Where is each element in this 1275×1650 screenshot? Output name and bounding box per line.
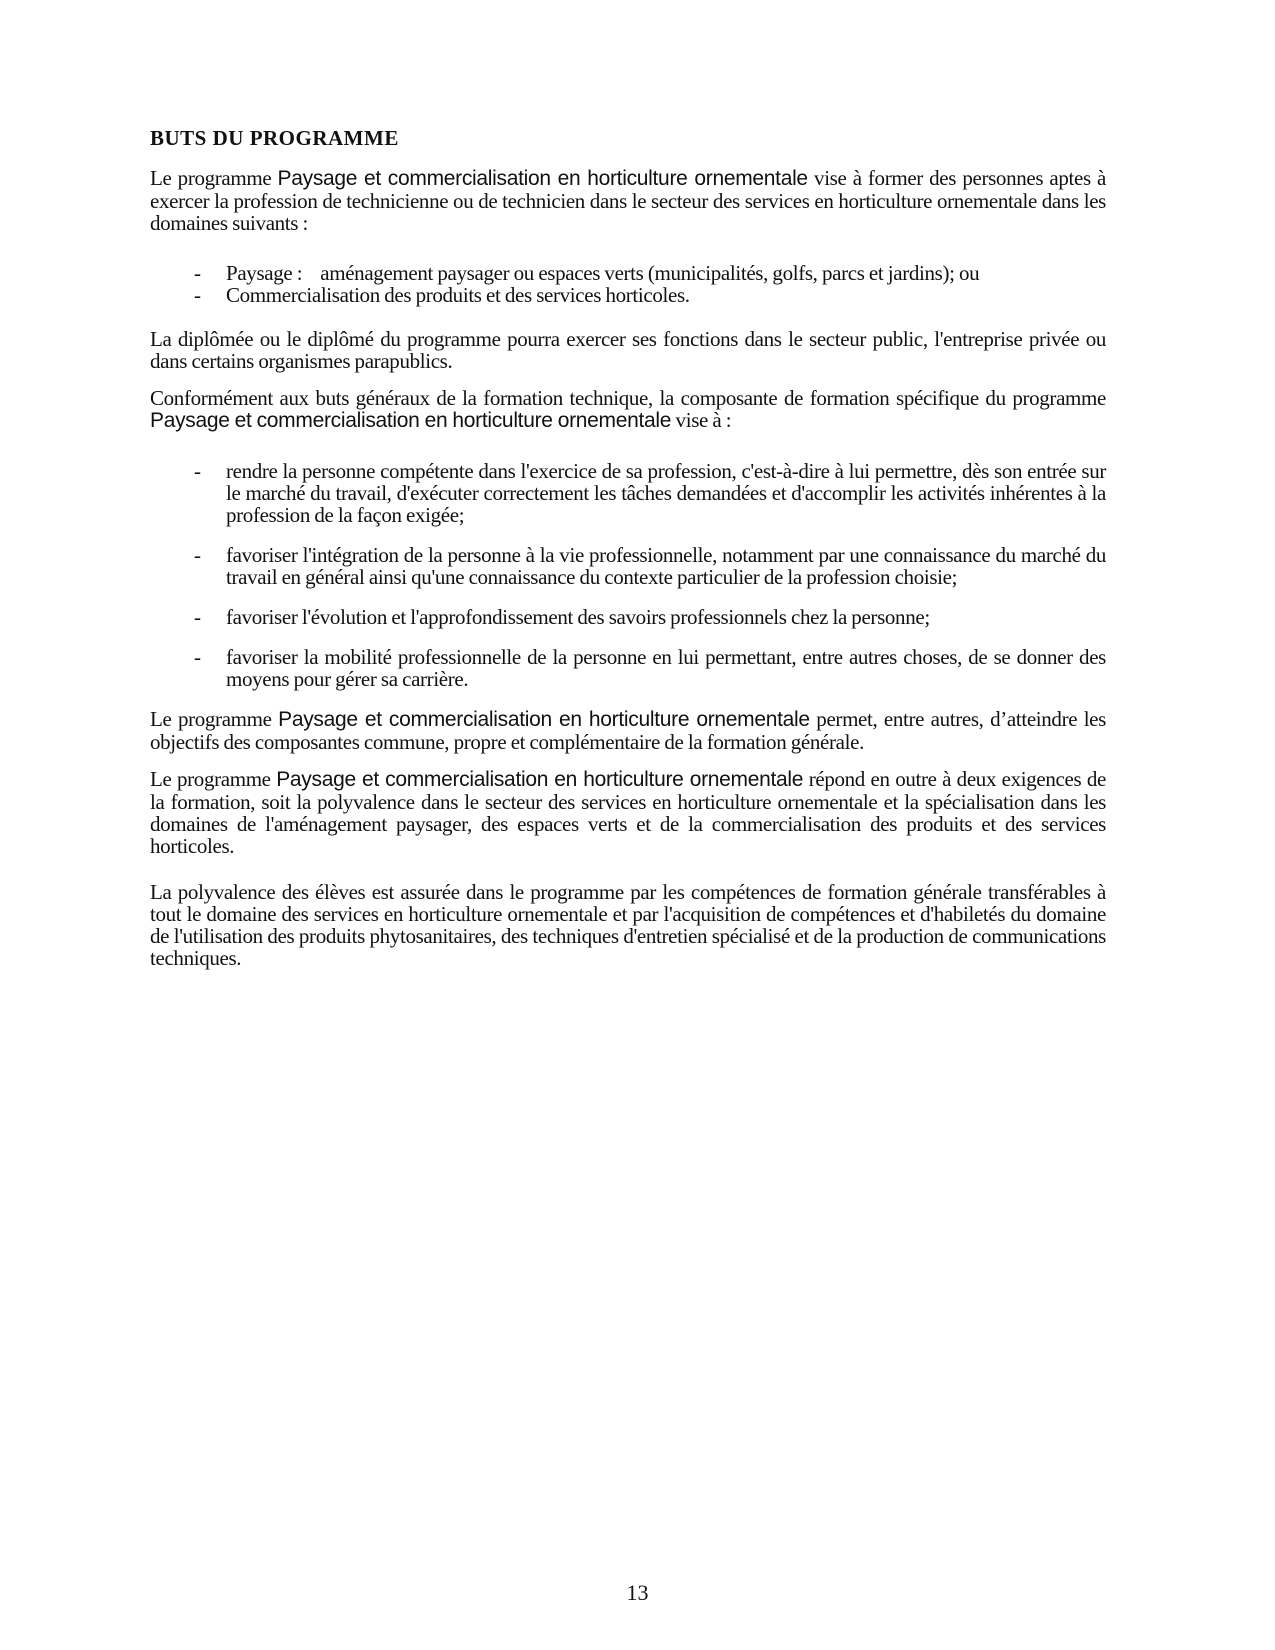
goal-text: favoriser l'intégration de la personne à la vie professionnelle, notamment par une connaissance du marché du travail en général ainsi qu'une connaissance du contexte particulier de la profession choisie; bbox=[226, 543, 1106, 589]
intro-post: vise à former des personnes aptes à exercer la profession de technicienne ou de technicien dans le secteur des services en horticulture ornementale dans les domaines suivants : bbox=[150, 166, 1106, 235]
goal-text: rendre la personne compétente dans l'exercice de sa profession, c'est-à-dire à lui permettre, dès son entrée sur le marché du travail, d'exécuter correctement les tâches demandées et d'accomplir les activités inhérentes à la profession de la façon exigée; bbox=[226, 459, 1106, 527]
page-number: 13 bbox=[626, 1580, 649, 1605]
program-name: Paysage et commercialisation en horticulture ornementale bbox=[277, 167, 808, 190]
list-item bbox=[150, 606, 1106, 628]
page-content bbox=[150, 126, 1106, 984]
dash-marker: - bbox=[194, 459, 201, 483]
goals-intro-post: vise à : bbox=[671, 408, 732, 432]
list-item bbox=[150, 284, 1106, 306]
section-heading: BUTS DU PROGRAMME bbox=[150, 126, 399, 150]
list-item bbox=[150, 646, 1106, 690]
requirements-post: répond en outre à deux exigences de la formation, soit la polyvalence dans le secteur des services en horticulture ornementale et la spécialisation dans les domaines de l'aménagement paysager, des espaces verts et de la commercialisation des produits et des services horticoles. bbox=[150, 767, 1106, 858]
requirements-pre: Le programme bbox=[150, 767, 277, 791]
domain-text: aménagement paysager ou espaces verts (municipalités, golfs, parcs et jardins); ou bbox=[320, 261, 980, 285]
employment-paragraph: La diplômée ou le diplômé du programme pourra exercer ses fonctions dans le secteur public, l'entreprise privée ou dans certains organismes parapublics. bbox=[150, 327, 1106, 373]
goals-intro-pre: Conformément aux buts généraux de la formation technique, la composante de formation spécifique du programme bbox=[150, 386, 1106, 410]
versatility-paragraph: La polyvalence des élèves est assurée dans le programme par les compétences de formation générale transférables à tout le domaine des services en horticulture ornementale et par l'acquisition de compétences et d'habiletés du domaine de l'utilisation des produits phytosanitaires, des techniques d'entretien spécialisé et de la production de communications techniques. bbox=[150, 880, 1106, 970]
requirements-paragraph bbox=[150, 768, 1106, 857]
domain-label: Paysage : bbox=[226, 261, 303, 285]
objectives-post: permet, entre autres, d’atteindre les objectifs des composantes commune, propre et complémentaire de la formation générale. bbox=[150, 707, 1106, 754]
program-name: Paysage et commercialisation en horticulture ornementale bbox=[276, 768, 804, 791]
program-name: Paysage et commercialisation en horticulture ornementale bbox=[278, 708, 810, 731]
dash-marker: - bbox=[194, 645, 201, 669]
goal-text: favoriser la mobilité professionnelle de la personne en lui permettant, entre autres choses, de se donner des moyens pour gérer sa carrière. bbox=[226, 645, 1106, 691]
domains-list bbox=[150, 262, 1106, 306]
program-name: Paysage et commercialisation en horticulture ornementale bbox=[150, 409, 672, 432]
list-item bbox=[150, 262, 1106, 284]
goal-text: favoriser l'évolution et l'approfondissement des savoirs professionnels chez la personne; bbox=[226, 605, 930, 629]
goals-intro-paragraph bbox=[150, 387, 1106, 432]
domain-text: Commercialisation des produits et des services horticoles. bbox=[226, 283, 690, 307]
goals-list bbox=[150, 460, 1106, 690]
intro-paragraph bbox=[150, 167, 1106, 234]
dash-marker: - bbox=[194, 605, 201, 629]
objectives-paragraph bbox=[150, 708, 1106, 753]
objectives-pre: Le programme bbox=[150, 707, 279, 731]
dash-marker: - bbox=[194, 261, 201, 285]
dash-marker: - bbox=[194, 543, 201, 567]
list-item bbox=[150, 544, 1106, 588]
dash-marker: - bbox=[194, 283, 201, 307]
list-item bbox=[150, 460, 1106, 526]
intro-pre: Le programme bbox=[150, 166, 278, 190]
